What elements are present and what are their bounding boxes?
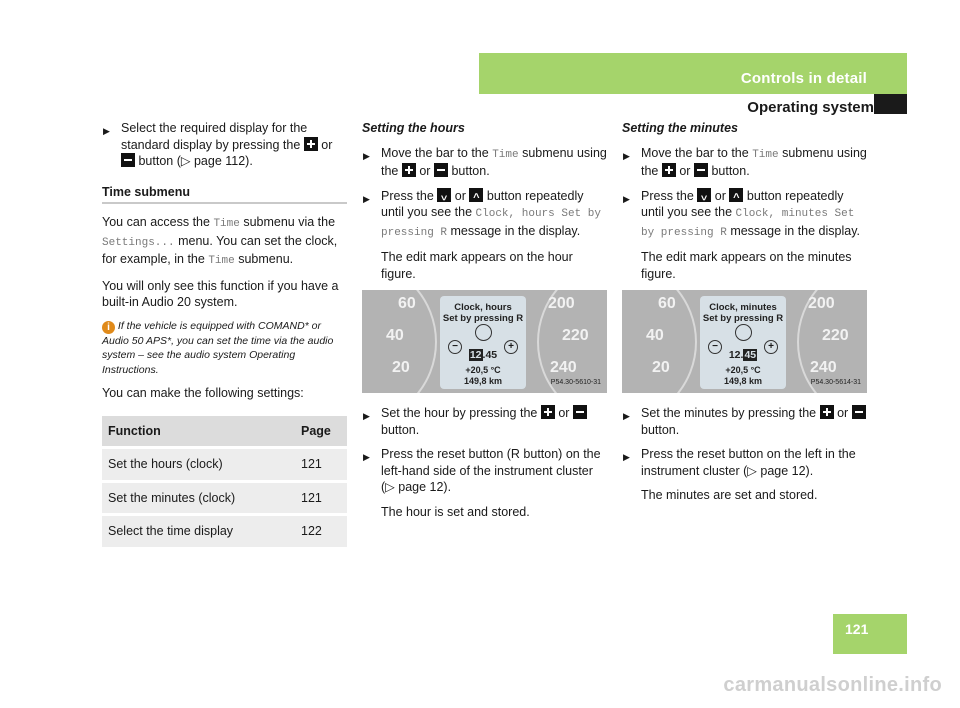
page-number: 121 [845, 621, 869, 637]
clock-icon [735, 324, 752, 341]
page-number-box [833, 614, 907, 654]
gauge-label: 240 [550, 359, 577, 376]
gauge-label: 60 [658, 295, 676, 312]
gauge-label: 40 [646, 327, 664, 344]
up-button-icon [437, 188, 451, 202]
heading-divider [102, 202, 347, 204]
step-continuation: The minutes are set and stored. [641, 488, 818, 502]
section-header-bar [479, 53, 907, 94]
paragraph: You can access the Time submenu via the Settings... menu. You can set the clock, for example, in the Time submenu. [102, 215, 338, 267]
plus-button-icon [820, 405, 834, 419]
instruction-step: ▶ Select the required display for the standard display by pressing the or button (▷ page 112). [103, 121, 333, 168]
minus-symbol-icon: − [708, 340, 722, 354]
table-cell: 121 [295, 481, 347, 515]
plus-button-icon [304, 137, 318, 151]
step-continuation: The edit mark appears on the minutes figure. [641, 250, 852, 281]
column-header: Function [102, 416, 295, 448]
setting-hours-heading: Setting the hours [362, 121, 465, 135]
instrument-cluster-image [622, 290, 867, 393]
gauge-label: 220 [562, 327, 589, 344]
info-note: i If the vehicle is equipped with COMAND* or Audio 50 APS*, you can set the time via the audio system – see the audio system Operating Instructions. [102, 319, 334, 376]
clock-icon [475, 324, 492, 341]
paragraph: You will only see this function if you have a built-in Audio 20 system. [102, 278, 339, 309]
arrow-bullet-icon: ▶ [103, 126, 110, 136]
header-marker [874, 94, 907, 114]
minus-symbol-icon: − [448, 340, 462, 354]
plus-button-icon [662, 163, 676, 177]
down-button-icon [729, 188, 743, 202]
step-continuation: The hour is set and stored. [381, 504, 530, 519]
instruction-step: ▶ Press the ^ or ^ button repeatedly until you see the Clock, hours Set by pressing R message in the display. [362, 188, 607, 242]
instruction-step: ▶ Set the minutes by pressing the or button. [622, 405, 867, 438]
table-cell: Select the time display [102, 515, 295, 547]
instruction-step: ▶ Move the bar to the Time submenu using the or button. [623, 145, 867, 178]
table-cell: Set the hours (clock) [102, 448, 295, 482]
multifunction-display: Clock, hours Set by pressing R − + 12.45 +20,5 °C 149,8 km [440, 296, 526, 389]
paragraph: You can make the following settings: [102, 386, 304, 400]
gauge-label: 40 [386, 327, 404, 344]
instruction-step: ▶ Press the reset button on the left in the instrument cluster (▷ page 12). [623, 447, 856, 478]
plus-symbol-icon: + [504, 340, 518, 354]
gauge-label: 20 [652, 359, 670, 376]
watermark: carmanualsonline.info [723, 674, 942, 696]
arrow-bullet-icon: ▶ [363, 193, 370, 204]
column-right [622, 120, 867, 512]
gauge-label: 240 [810, 359, 837, 376]
plus-symbol-icon: + [764, 340, 778, 354]
arrow-bullet-icon: ▶ [623, 193, 630, 204]
minus-button-icon [434, 163, 448, 177]
gauge-label: 200 [808, 295, 835, 312]
info-icon: i [102, 321, 115, 334]
section-title: Controls in detail [740, 70, 867, 87]
table-header-row [102, 416, 347, 448]
table-row [102, 448, 347, 482]
gauge-label: 200 [548, 295, 575, 312]
column-header: Page [295, 416, 347, 448]
table-cell: 121 [295, 448, 347, 482]
up-button-icon [697, 188, 711, 202]
setting-minutes-heading: Setting the minutes [622, 121, 738, 135]
arrow-bullet-icon: ▶ [623, 411, 630, 421]
minus-button-icon [573, 405, 587, 419]
plus-button-icon [402, 163, 416, 177]
multifunction-display: Clock, minutes Set by pressing R − + 12.45 +20,5 °C 149,8 km [700, 296, 786, 389]
down-button-icon [469, 188, 483, 202]
instruction-step: ▶ Move the bar to the Time submenu using the or button. [363, 145, 607, 178]
arrow-bullet-icon: ▶ [623, 452, 630, 462]
minus-button-icon [121, 153, 135, 167]
figure-code: P54.30-5614-31 [810, 378, 861, 386]
settings-table [102, 416, 347, 547]
figure-code: P54.30-5610-31 [550, 378, 601, 386]
minus-button-icon [852, 405, 866, 419]
column-left [102, 120, 347, 547]
time-submenu-heading: Time submenu [102, 184, 190, 199]
instrument-cluster-image [362, 290, 607, 393]
gauge-label: 20 [392, 359, 410, 376]
arrow-bullet-icon: ▶ [363, 150, 370, 161]
table-row [102, 481, 347, 515]
arrow-bullet-icon: ▶ [363, 411, 370, 421]
gauge-label: 60 [398, 295, 416, 312]
gauge-label: 220 [822, 327, 849, 344]
subsection-title: Operating system [747, 99, 874, 116]
instruction-step: ▶ Press the ^ or ^ button repeatedly until you see the Clock, minutes Set by pressing R message in the display. [622, 188, 867, 242]
arrow-bullet-icon: ▶ [623, 150, 630, 161]
instruction-step: ▶ Set the hour by pressing the or button. [362, 405, 607, 438]
table-row [102, 515, 347, 547]
step-continuation: The edit mark appears on the hour figure. [381, 250, 573, 281]
minus-button-icon [694, 163, 708, 177]
column-middle [362, 120, 607, 528]
plus-button-icon [541, 405, 555, 419]
instruction-step: ▶ Press the reset button (R button) on the left-hand side of the instrument cluster (▷ page 12). [363, 447, 601, 494]
table-cell: 122 [295, 515, 347, 547]
arrow-bullet-icon: ▶ [363, 452, 370, 462]
table-cell: Set the minutes (clock) [102, 481, 295, 515]
